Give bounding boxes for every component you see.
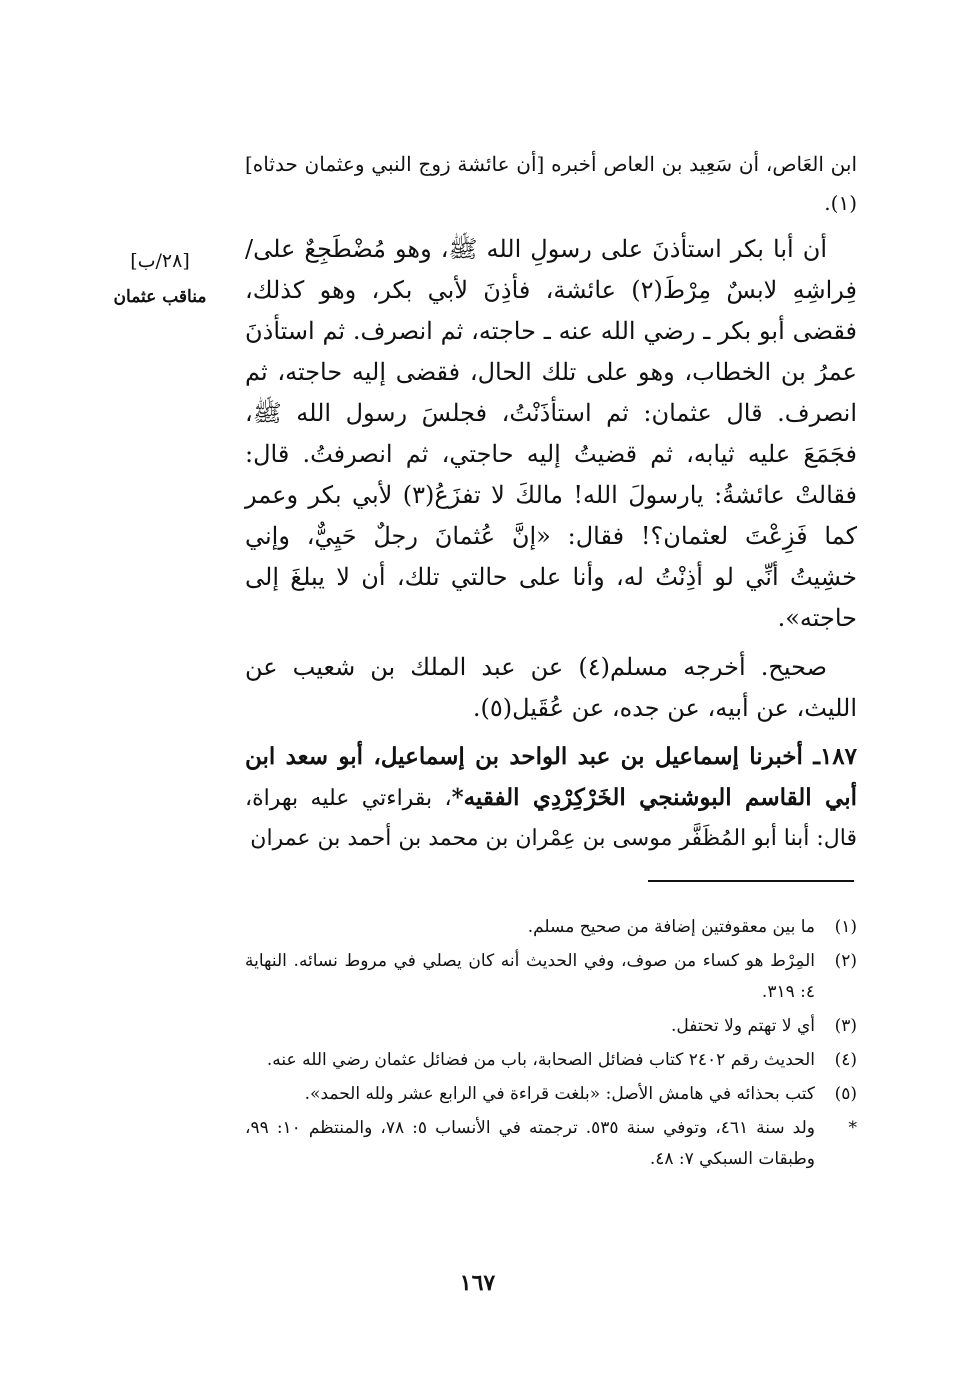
- footnote-number: (٤): [834, 1050, 857, 1070]
- isnad-heading: ١٨٧ـ أخبرنا إسماعيل بن عبد الواحد بن إسماعيل، أبو سعد ابن أبي القاسم البوشنجي الخَرْكِرْدِي الفقيه*: [245, 743, 857, 811]
- footnote-text: أي لا تهتم ولا تحتفل.: [671, 1016, 815, 1036]
- footnote-text: كتب بحذائه في هامش الأصل: «بلغت قراءة في الرابع عشر ولله الحمد».: [304, 1084, 815, 1104]
- margin-note: [100, 243, 220, 315]
- footnote-number: (٣): [834, 1016, 857, 1036]
- margin-topic: مناقب عثمان: [113, 287, 207, 307]
- grading-paragraph: صحيح. أخرجه مسلم(٤) عن عبد الملك بن شعيب عن الليث، عن أبيه، عن جده، عن عُقَيل(٥).: [245, 653, 857, 722]
- footnote: [245, 1113, 857, 1175]
- footnote-number: (١): [834, 917, 857, 937]
- footnote-number: *: [848, 1118, 857, 1138]
- footnote: [245, 946, 857, 1008]
- page-number: ١٦٧: [459, 1270, 496, 1296]
- footnote-text: المِرْط هو كساء من صوف، وفي الحديث أنه كان يصلي في مروط نسائه. النهاية ٤: ٣١٩.: [245, 951, 815, 1002]
- footnote-number: (٥): [834, 1084, 857, 1104]
- footnote: [245, 1011, 857, 1042]
- isnad-paragraph: [245, 737, 857, 859]
- footnote-text: ولد سنة ٤٦١، وتوفي سنة ٥٣٥. ترجمته في الأنساب ٥: ٧٨، والمنتظم ١٠: ٩٩، وطبقات السبكي ٧: ٤٨.: [245, 1118, 815, 1169]
- intro-paragraph: ابن العَاص، أن سَعِيد بن العاص أخبره [أن عائشة زوج النبي وعثمان حدثاه](١).: [245, 152, 857, 215]
- hadith-paragraph: أن أبا بكر استأذنَ على رسولِ الله ﷺ، وهو مُضْطَجِعٌ على/ فِراشِهِ لابسٌ مِرْطَ(٢) عائشة، فأذِنَ لأبي بكر، وهو كذلك، فقضى أبو بكر ـ رضي الله عنه ـ حاجته، ثم انصرف. ثم استأذنَ عمرُ بن الخطاب، وهو على تلك الحال، فقضى إليه حاجته، ثم انصرف. قال عثمان: ثم استأذَنْتُ، فجلسَ رسول الله ﷺ، فجَمَعَ عليه ثيابه، ثم قضيتُ إليه حاجتي، ثم انصرفتُ. قال: فقالتْ عائشةُ: يارسولَ الله! مالكَ لا تفزَعُ(٣) لأبي بكر وعمر كما فَزِعْتَ لعثمان؟! فقال: «إنَّ عُثمانَ رجلٌ حَيِيٌّ، وإني خشِيتُ أنِّي لو أذِنْتُ له، وأنا على حالتي تلك، أن لا يبلغَ إلى حاجته».: [245, 235, 858, 632]
- footnote: [245, 1079, 857, 1110]
- footnote-text: الحديث رقم ٢٤٠٢ كتاب فضائل الصحابة، باب من فضائل عثمان رضي الله عنه.: [266, 1050, 815, 1070]
- folio-reference: [٢٨/ب]: [130, 250, 190, 272]
- footnote-divider: [648, 880, 854, 882]
- main-text: [245, 145, 857, 859]
- footnote-text: ما بين معقوفتين إضافة من صحيح مسلم.: [527, 917, 815, 937]
- footnote-number: (٢): [834, 951, 857, 971]
- footnote: [245, 1045, 857, 1076]
- footnotes: [245, 912, 857, 1178]
- footnote: [245, 912, 857, 943]
- isnad-continuation: ، بقراءتي عليه بهراة، قال: أبنا أبو المُظَفَّر موسى بن عِمْران بن محمد بن أحمد بن عمران: [245, 786, 857, 851]
